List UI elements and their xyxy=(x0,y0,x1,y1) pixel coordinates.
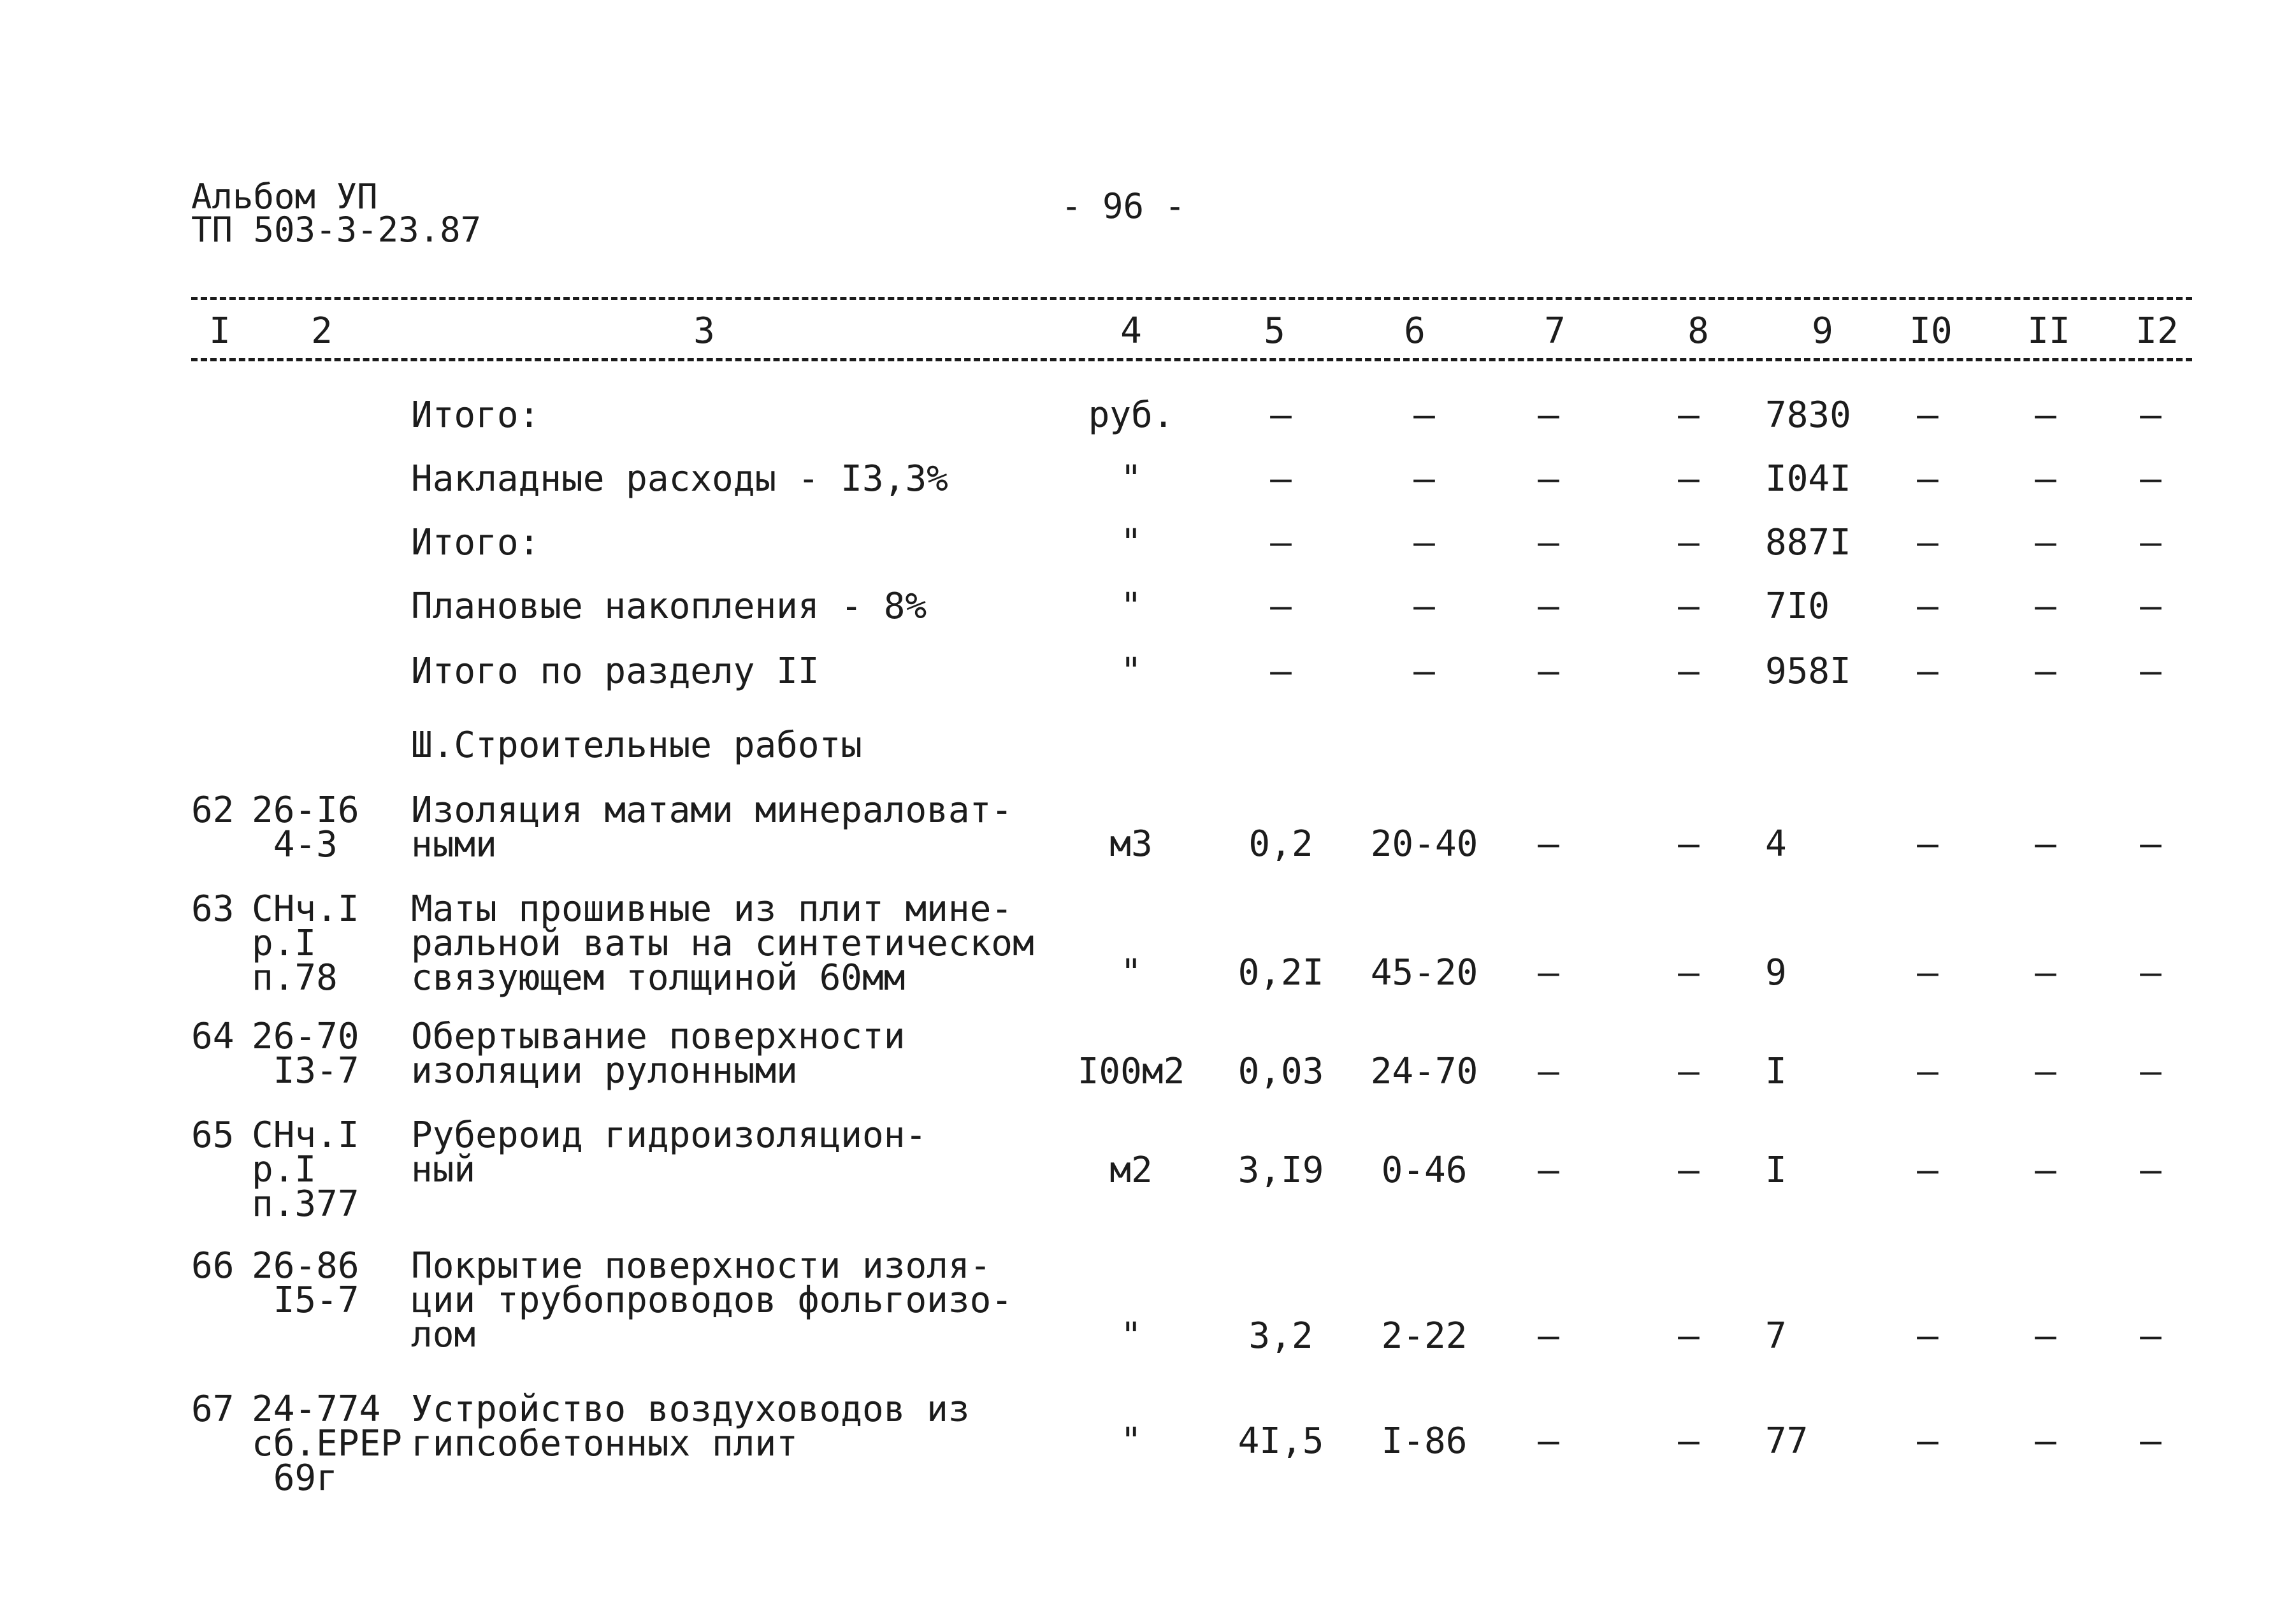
summary-cell-c6: – xyxy=(1413,394,1435,436)
summary-cell-c10: – xyxy=(1917,522,1939,563)
column-number: 9 xyxy=(1812,310,1833,352)
summary-cell-c9: 887I xyxy=(1765,522,1851,563)
row-code: 26-86 I5-7 xyxy=(252,1245,359,1321)
row-cell-unit: " xyxy=(1120,952,1142,993)
row-cell-c9: 7 xyxy=(1765,1315,1787,1357)
row-cell-price: 20-40 xyxy=(1370,823,1478,865)
row-cell-c9: 77 xyxy=(1765,1420,1809,1462)
row-cell-c8: – xyxy=(1678,1051,1700,1092)
summary-cell-c11: – xyxy=(2035,586,2056,627)
summary-cell-unit: руб. xyxy=(1088,394,1174,436)
row-cell-c9: 9 xyxy=(1765,952,1787,993)
album-label: Альбом УП xyxy=(191,177,378,217)
row-cell-c12: – xyxy=(2140,1051,2162,1092)
summary-cell-c12: – xyxy=(2140,394,2162,436)
summary-cell-c11: – xyxy=(2035,394,2056,436)
summary-cell-c10: – xyxy=(1917,394,1939,436)
row-cell-c7: – xyxy=(1538,1051,1559,1092)
row-number: 67 xyxy=(191,1389,235,1430)
summary-cell-unit: " xyxy=(1120,651,1142,692)
summary-cell-unit: " xyxy=(1120,458,1142,500)
summary-cell-c5: – xyxy=(1270,394,1292,436)
summary-cell-c8: – xyxy=(1678,651,1700,692)
row-cell-c12: – xyxy=(2140,823,2162,865)
row-cell-qty: 0,03 xyxy=(1238,1051,1324,1092)
column-number: 8 xyxy=(1687,310,1709,352)
summary-cell-c5: – xyxy=(1270,522,1292,563)
row-cell-c11: – xyxy=(2035,1315,2056,1357)
row-cell-c9: I xyxy=(1765,1051,1787,1092)
row-name: Обертывание поверхности изоляции рулонными xyxy=(411,1016,906,1092)
summary-cell-c7: – xyxy=(1538,522,1559,563)
row-cell-c10: – xyxy=(1917,1051,1939,1092)
row-cell-c9: I xyxy=(1765,1150,1787,1191)
summary-cell-c10: – xyxy=(1917,651,1939,692)
row-cell-qty: 0,2 xyxy=(1248,823,1313,865)
page-number: - 96 - xyxy=(1061,186,1186,226)
row-name: Изоляция матами минераловат- ными xyxy=(411,790,1013,865)
summary-cell-c9: 958I xyxy=(1765,651,1851,692)
summary-cell-c11: – xyxy=(2035,458,2056,500)
row-cell-qty: 3,2 xyxy=(1248,1315,1313,1357)
column-number: I2 xyxy=(2135,310,2179,352)
summary-cell-c9: I04I xyxy=(1765,458,1851,500)
row-cell-c11: – xyxy=(2035,1051,2056,1092)
row-cell-qty: 0,2I xyxy=(1238,952,1324,993)
row-number: 63 xyxy=(191,888,235,930)
row-cell-c10: – xyxy=(1917,823,1939,865)
row-cell-c10: – xyxy=(1917,1315,1939,1357)
row-cell-qty: 4I,5 xyxy=(1238,1420,1324,1462)
row-cell-c7: – xyxy=(1538,1315,1559,1357)
summary-cell-c6: – xyxy=(1413,522,1435,563)
row-cell-c10: – xyxy=(1917,952,1939,993)
row-cell-price: 0-46 xyxy=(1381,1150,1468,1191)
summary-cell-c9: 7I0 xyxy=(1765,586,1830,627)
summary-cell-c5: – xyxy=(1270,586,1292,627)
summary-cell-c8: – xyxy=(1678,458,1700,500)
summary-cell-c6: – xyxy=(1413,651,1435,692)
header-top-rule xyxy=(191,297,2192,300)
row-cell-c8: – xyxy=(1678,1150,1700,1191)
summary-cell-c10: – xyxy=(1917,586,1939,627)
row-name: Маты прошивные из плит мине- ральной ваты на синтетическом связующем толщиной 60мм xyxy=(411,888,1034,999)
summary-cell-c12: – xyxy=(2140,522,2162,563)
row-cell-price: 2-22 xyxy=(1381,1315,1468,1357)
summary-cell-c11: – xyxy=(2035,651,2056,692)
row-number: 64 xyxy=(191,1016,235,1057)
summary-label: Итого: xyxy=(411,522,540,563)
row-cell-c8: – xyxy=(1678,823,1700,865)
row-number: 65 xyxy=(191,1115,235,1156)
row-cell-price: I-86 xyxy=(1381,1420,1468,1462)
row-cell-c12: – xyxy=(2140,952,2162,993)
row-code: 26-I6 4-3 xyxy=(252,790,359,865)
summary-cell-c7: – xyxy=(1538,651,1559,692)
row-cell-c11: – xyxy=(2035,1150,2056,1191)
row-cell-price: 24-70 xyxy=(1370,1051,1478,1092)
document-code: ТП 503-3-23.87 xyxy=(191,210,482,250)
row-cell-c7: – xyxy=(1538,952,1559,993)
row-cell-unit: " xyxy=(1120,1315,1142,1357)
row-cell-unit: " xyxy=(1120,1420,1142,1462)
column-number: 5 xyxy=(1264,310,1285,352)
summary-cell-c8: – xyxy=(1678,586,1700,627)
row-cell-c8: – xyxy=(1678,1420,1700,1462)
summary-cell-c8: – xyxy=(1678,522,1700,563)
row-code: СНч.I р.I п.377 xyxy=(252,1115,359,1225)
summary-cell-c8: – xyxy=(1678,394,1700,436)
row-cell-c7: – xyxy=(1538,823,1559,865)
column-number: I xyxy=(209,310,231,352)
summary-cell-c7: – xyxy=(1538,458,1559,500)
column-number: 3 xyxy=(693,310,715,352)
summary-cell-c9: 7830 xyxy=(1765,394,1851,436)
header-bottom-rule xyxy=(191,358,2192,361)
summary-cell-unit: " xyxy=(1120,586,1142,627)
row-cell-price: 45-20 xyxy=(1370,952,1478,993)
row-cell-c7: – xyxy=(1538,1150,1559,1191)
summary-label: Итого по разделу II xyxy=(411,651,819,692)
summary-cell-c5: – xyxy=(1270,651,1292,692)
row-cell-c12: – xyxy=(2140,1315,2162,1357)
row-cell-c11: – xyxy=(2035,823,2056,865)
column-number: 6 xyxy=(1404,310,1426,352)
summary-cell-c6: – xyxy=(1413,458,1435,500)
row-code: 24-774 сб.ЕРЕР 69г xyxy=(252,1389,403,1499)
row-cell-qty: 3,I9 xyxy=(1238,1150,1324,1191)
summary-cell-c7: – xyxy=(1538,586,1559,627)
column-number: 2 xyxy=(311,310,333,352)
column-number: II xyxy=(2027,310,2070,352)
row-cell-c8: – xyxy=(1678,952,1700,993)
row-name: Покрытие поверхности изоля- ции трубопроводов фольгоизо- лом xyxy=(411,1245,1013,1355)
row-cell-unit: м2 xyxy=(1109,1150,1153,1191)
summary-cell-c7: – xyxy=(1538,394,1559,436)
summary-cell-c5: – xyxy=(1270,458,1292,500)
column-number: 4 xyxy=(1120,310,1142,352)
summary-cell-c12: – xyxy=(2140,586,2162,627)
row-name: Устройство воздуховодов из гипсобетонных плит xyxy=(411,1389,970,1464)
summary-cell-c11: – xyxy=(2035,522,2056,563)
row-cell-c10: – xyxy=(1917,1150,1939,1191)
row-code: СНч.I р.I п.78 xyxy=(252,888,359,999)
summary-label: Итого: xyxy=(411,394,540,436)
summary-cell-unit: " xyxy=(1120,522,1142,563)
summary-cell-c10: – xyxy=(1917,458,1939,500)
summary-cell-c12: – xyxy=(2140,458,2162,500)
column-number: 7 xyxy=(1544,310,1566,352)
summary-label: Плановые накопления - 8% xyxy=(411,586,927,627)
row-number: 62 xyxy=(191,790,235,831)
row-cell-c11: – xyxy=(2035,952,2056,993)
row-cell-unit: м3 xyxy=(1109,823,1153,865)
row-cell-c11: – xyxy=(2035,1420,2056,1462)
section-title: Ш.Строительные работы xyxy=(411,725,863,766)
row-cell-c10: – xyxy=(1917,1420,1939,1462)
row-cell-c12: – xyxy=(2140,1150,2162,1191)
row-number: 66 xyxy=(191,1245,235,1287)
row-name: Рубероид гидроизоляцион- ный xyxy=(411,1115,927,1190)
row-cell-c9: 4 xyxy=(1765,823,1787,865)
row-cell-unit: I00м2 xyxy=(1077,1051,1185,1092)
summary-cell-c12: – xyxy=(2140,651,2162,692)
column-number: I0 xyxy=(1909,310,1953,352)
row-cell-c7: – xyxy=(1538,1420,1559,1462)
summary-label: Накладные расходы - I3,3% xyxy=(411,458,948,500)
summary-cell-c6: – xyxy=(1413,586,1435,627)
row-cell-c12: – xyxy=(2140,1420,2162,1462)
row-code: 26-70 I3-7 xyxy=(252,1016,359,1092)
row-cell-c8: – xyxy=(1678,1315,1700,1357)
